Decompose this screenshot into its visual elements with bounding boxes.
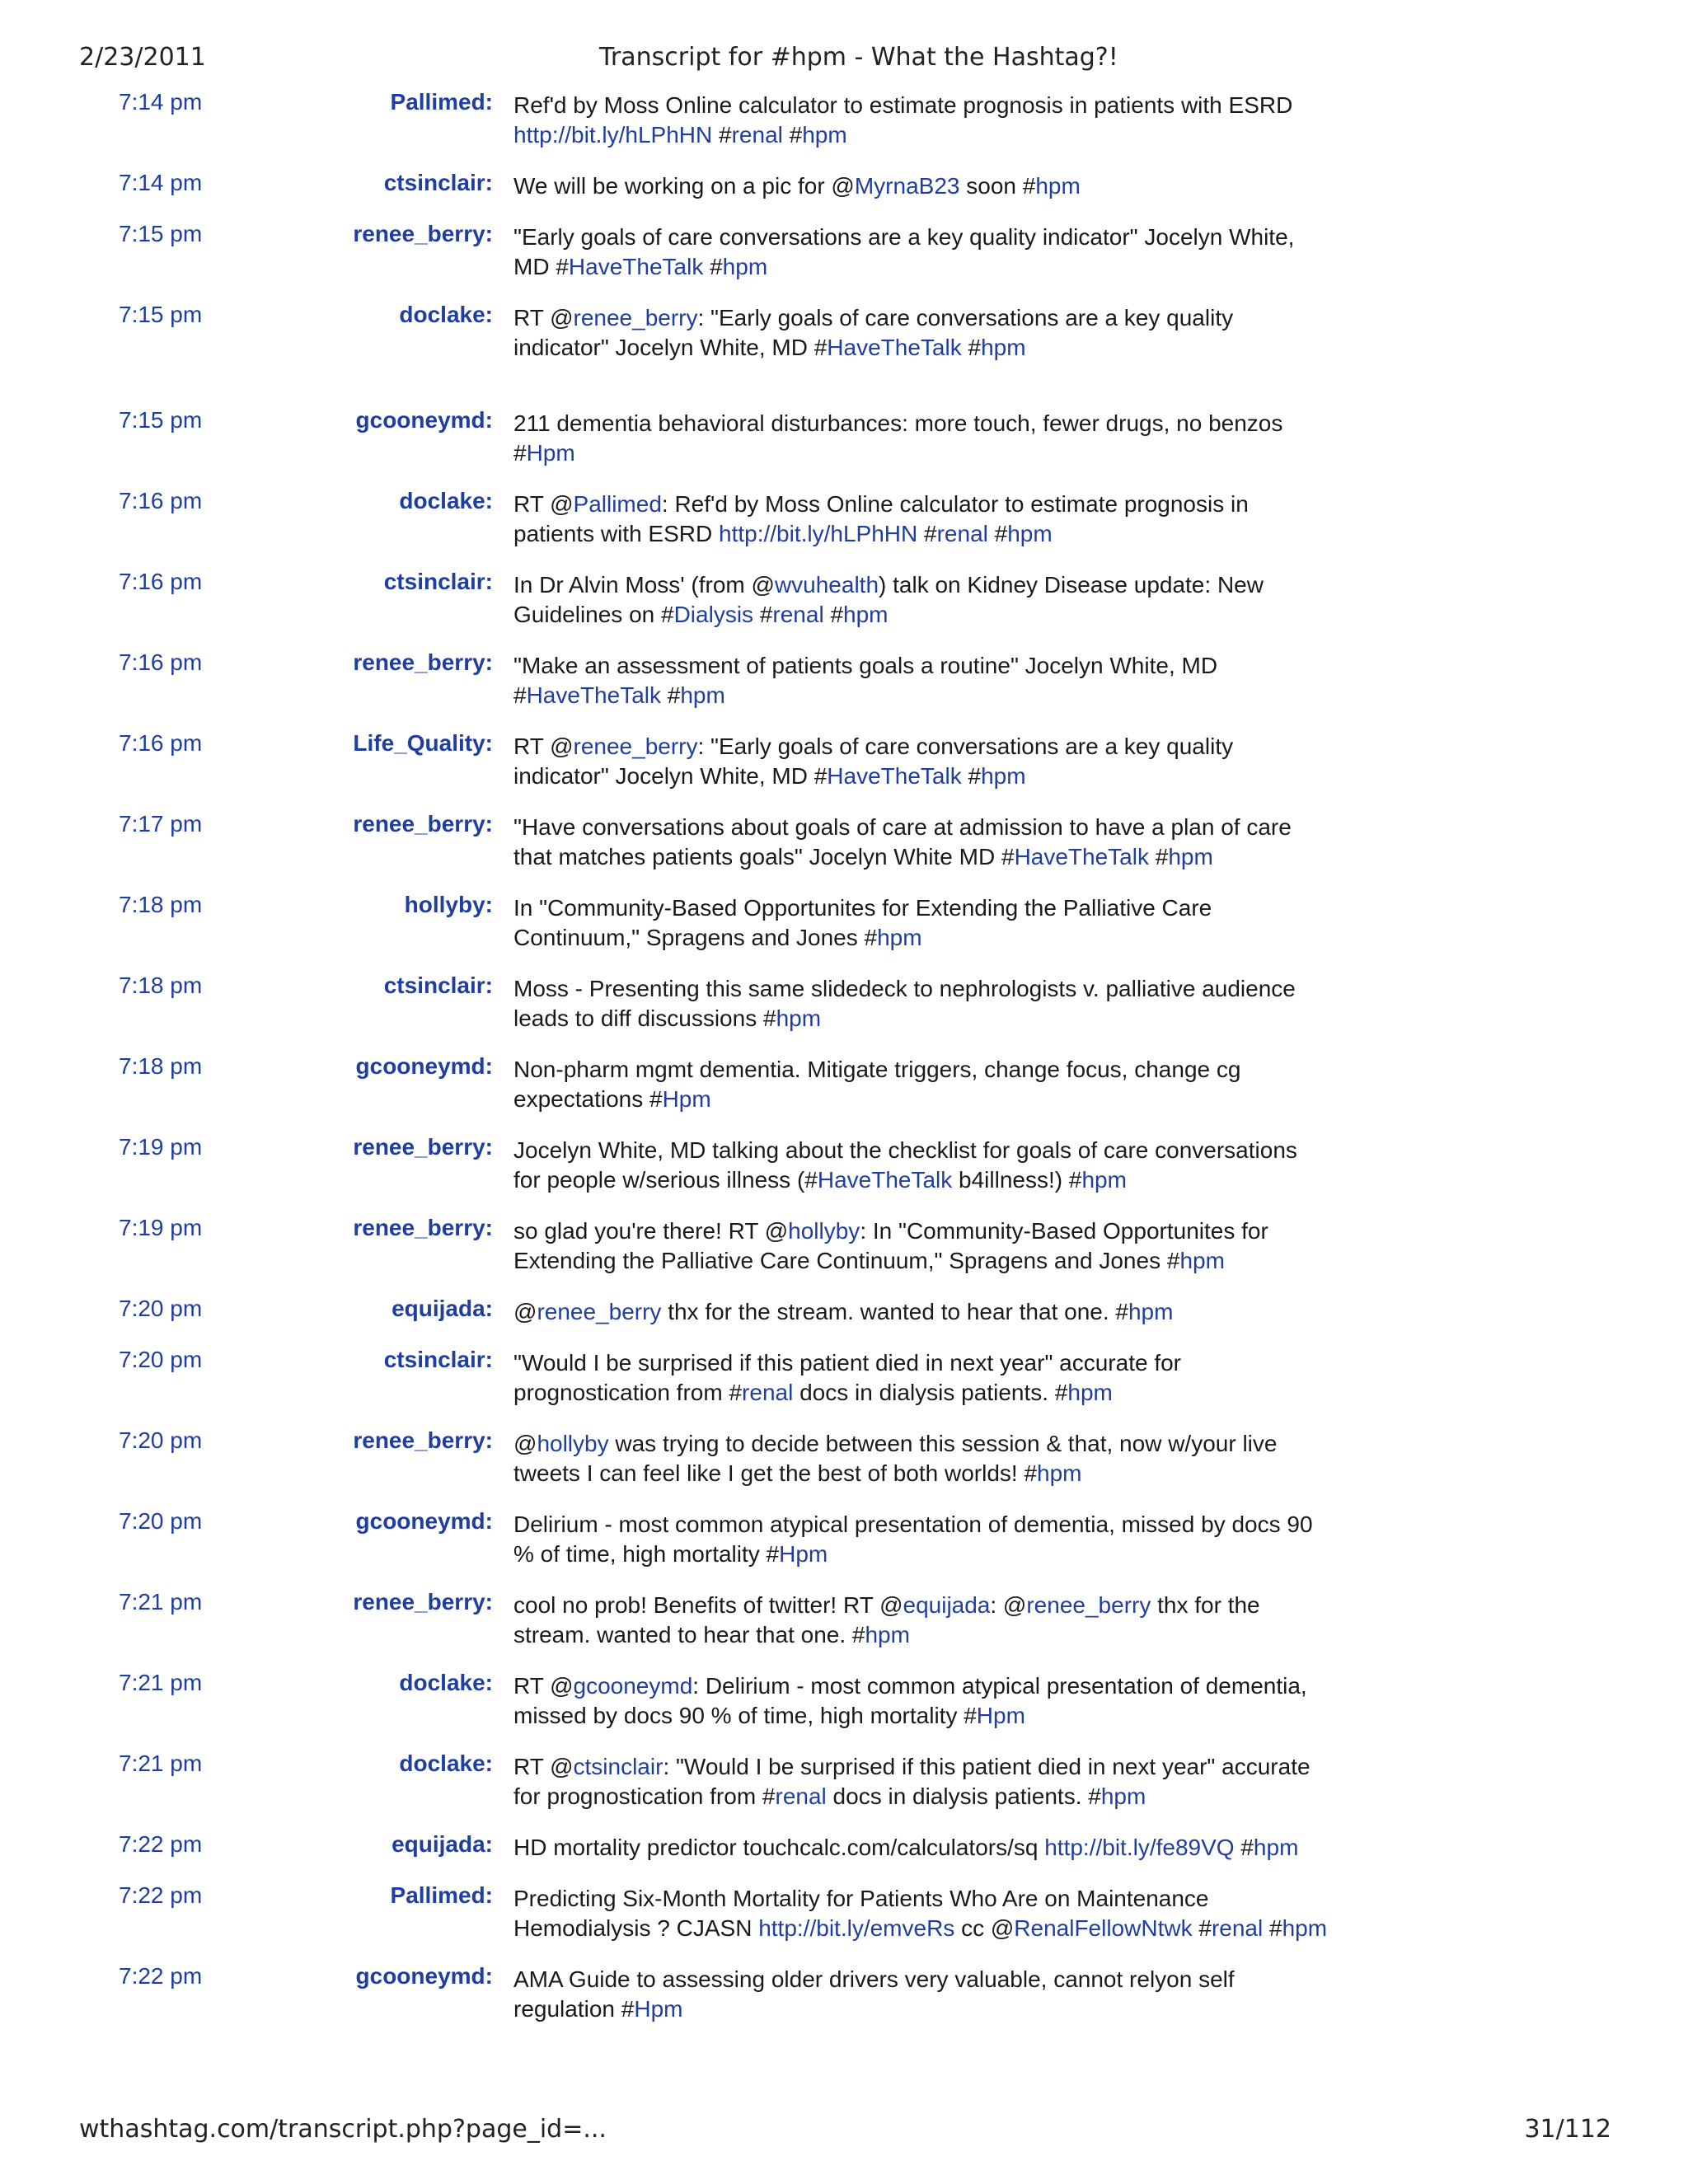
tweet-user[interactable]: doclake: [399,488,493,513]
table-row [0,1586,1688,1666]
tweet-text: RT @ [513,1754,574,1779]
tweet-text: : In "Community-Based Opportunites for Extending the Palliative Care Continuum," Spragens and Jones # [513,1218,1268,1273]
tweet-text: : Ref'd by Moss Online calculator to estimate prognosis in patients with ESRD [513,491,1249,546]
tweet-text: # [1192,1915,1212,1941]
tweet-text: Moss - Presenting this same slidedeck to nephrologists v. palliative audience leads to diff discussions # [513,976,1296,1031]
tweet-text: # [987,521,1008,546]
tweet-time[interactable]: 7:20 pm [119,1296,203,1321]
tweet-time[interactable]: 7:17 pm [119,811,203,837]
tweet-text: "Have conversations about goals of care at admission to have a plan of care that matches patients goals" Jocelyn White MD # [513,814,1292,869]
tweet-message [513,809,1329,872]
tweet-text: soon # [959,173,1036,199]
print-url: wthashtag.com/transcript.php?page_id=... [79,2115,607,2144]
tweet-text: RT @ [513,733,574,759]
tweet-user[interactable]: ctsinclair: [383,569,493,594]
tweet-link[interactable]: hpm [1081,1167,1127,1193]
tweet-time[interactable]: 7:19 pm [119,1215,203,1240]
tweet-text: : "Would I be surprised if this patient died in next year" accurate for prognostication from # [513,1754,1311,1809]
tweet-text: In "Community-Based Opportunites for Extending the Palliative Care Continuum," Spragens and Jones # [513,895,1212,950]
tweet-time[interactable]: 7:20 pm [119,1347,203,1372]
tweet-text: "Would I be surprised if this patient died in next year" accurate for prognostication from # [513,1350,1182,1405]
tweet-text: Ref'd by Moss Online calculator to estimate prognosis in patients with ESRD [513,92,1293,118]
table-row [0,298,1688,404]
tweet-text: # [712,122,732,148]
tweet-link[interactable]: hpm [981,763,1026,789]
tweet-time[interactable]: 7:20 pm [119,1508,203,1534]
tweet-text: # [1263,1915,1282,1941]
tweet-text: HD mortality predictor touchcalc.com/calculators/sq [513,1835,1045,1860]
tweet-user[interactable]: gcooneymd: [355,1508,493,1534]
tweet-message [513,1668,1329,1731]
tweet-user[interactable]: doclake: [399,1750,493,1776]
tweet-link[interactable]: hpm [802,122,847,148]
tweet-link[interactable]: renee_berry [1026,1592,1151,1618]
tweet-link[interactable]: hollyby [788,1218,860,1244]
tweet-link[interactable]: hpm [843,602,889,627]
table-row [0,1505,1688,1586]
tweet-text: b4illness!) # [952,1167,1082,1193]
tweet-text: thx for the stream. wanted to hear that one. # [513,1592,1260,1647]
tweet-time[interactable]: 7:22 pm [119,1882,203,1908]
tweet-text: thx for the stream. wanted to hear that one. # [661,1299,1128,1324]
tweet-message [513,219,1329,282]
tweet-text: We will be working on a pic for @ [513,173,855,199]
tweet-text: : @ [990,1592,1027,1618]
tweet-link[interactable]: hpm [981,335,1026,360]
tweet-text: docs in dialysis patients. # [793,1380,1068,1405]
tweet-user[interactable]: renee_berry: [353,649,493,675]
tweet-text: "Early goals of care conversations are a key quality indicator" Jocelyn White, MD # [513,224,1295,279]
tweet-time[interactable]: 7:21 pm [119,1670,203,1695]
table-row [0,86,1688,166]
table-row [0,1050,1688,1131]
tweet-message [513,405,1329,468]
tweet-user[interactable]: gcooneymd: [355,407,493,433]
tweet-link[interactable]: Hpm [662,1086,711,1112]
tweet-text: RT @ [513,491,574,517]
tweet-text: # [961,335,982,360]
tweet-text: Jocelyn White, MD talking about the checklist for goals of care conversations for people w/serious illness (# [513,1137,1297,1193]
tweet-user[interactable]: Pallimed: [390,1882,493,1908]
tweet-link[interactable]: hpm [1179,1248,1225,1273]
tweet-link[interactable]: HaveTheTalk [526,682,661,708]
tweet-link[interactable]: renal [742,1380,794,1405]
tweet-user[interactable]: renee_berry: [353,811,493,837]
table-row [0,1131,1688,1212]
tweet-link[interactable]: renee_berry [537,1299,662,1324]
tweet-time[interactable]: 7:15 pm [119,221,203,246]
tweet-link[interactable]: HaveTheTalk [568,254,704,279]
table-row [0,404,1688,485]
tweet-text: ) talk on Kidney Disease update: New Guidelines on # [513,572,1264,627]
tweet-link[interactable]: hollyby [537,1431,609,1456]
tweet-link[interactable]: hpm [1168,844,1213,869]
tweet-link[interactable]: renal [731,122,783,148]
tweet-time[interactable]: 7:19 pm [119,1134,203,1160]
tweet-text: : "Early goals of care conversations are a key quality indicator" Jocelyn White, MD # [513,305,1234,360]
tweet-message [513,648,1329,710]
tweet-time[interactable]: 7:15 pm [119,302,203,327]
table-row [0,218,1688,298]
tweet-text: # [961,763,982,789]
tweet-link[interactable]: hpm [1100,1783,1146,1809]
tweet-time[interactable]: 7:20 pm [119,1427,203,1453]
tweet-link[interactable]: hpm [722,254,768,279]
tweet-time[interactable]: 7:21 pm [119,1750,203,1776]
tweet-message [513,168,1329,201]
tweet-link[interactable]: HaveTheTalk [817,1167,953,1193]
tweet-link[interactable]: hpm [776,1005,822,1031]
table-row [0,1343,1688,1424]
tweet-message [513,1345,1329,1408]
tweet-link[interactable]: HaveTheTalk [1014,844,1149,869]
tweet-message [513,87,1329,150]
table-row [0,1747,1688,1828]
tweet-text: Non-pharm mgmt dementia. Mitigate triggers, change focus, change cg expectations # [513,1057,1241,1112]
tweet-time[interactable]: 7:15 pm [119,407,203,433]
tweet-user[interactable]: renee_berry: [353,1589,493,1615]
table-row [0,1960,1688,2041]
tweet-message [513,1587,1329,1650]
tweet-text: # [1234,1835,1254,1860]
tweet-text: # [823,602,844,627]
tweet-user[interactable]: ctsinclair: [383,1347,493,1372]
tweet-user[interactable]: equijada: [392,1296,493,1321]
tweet-link[interactable]: HaveTheTalk [827,335,962,360]
tweet-message [513,1426,1329,1488]
tweet-text: : "Early goals of care conversations are a key quality indicator" Jocelyn White, MD # [513,733,1234,789]
tweet-link[interactable]: ctsinclair [573,1754,663,1779]
table-row [0,1666,1688,1747]
tweet-link[interactable]: renee_berry [573,733,698,759]
tweet-user[interactable]: Pallimed: [390,89,493,115]
tweet-text: # [917,521,937,546]
transcript-list [0,86,1688,2041]
tweet-text: cool no prob! Benefits of twitter! RT @ [513,1592,903,1618]
tweet-link[interactable]: Dialysis [673,602,754,627]
tweet-text: 211 dementia behavioral disturbances: more touch, fewer drugs, no benzos # [513,410,1283,466]
tweet-message [513,1749,1329,1811]
page-title: Transcript for #hpm - What the Hashtag?! [599,43,1118,72]
tweet-message [513,1830,1329,1863]
tweet-user[interactable]: ctsinclair: [383,972,493,998]
tweet-text: In Dr Alvin Moss' (from @ [513,572,775,598]
tweet-link[interactable]: hpm [865,1622,910,1647]
table-row [0,1828,1688,1879]
table-row [0,485,1688,565]
tweet-link[interactable]: Hpm [526,440,575,466]
tweet-link[interactable]: MyrnaB23 [854,173,960,199]
tweet-user[interactable]: doclake: [399,302,493,327]
tweet-link[interactable]: hpm [680,682,725,708]
tweet-time[interactable]: 7:22 pm [119,1831,203,1857]
tweet-link[interactable]: hpm [1067,1380,1113,1405]
tweet-text: @ [513,1431,537,1456]
tweet-message [513,729,1329,791]
tweet-message [513,1052,1329,1114]
tweet-link[interactable]: Pallimed [573,491,662,517]
tweet-text: # [782,122,803,148]
tweet-link[interactable]: Hpm [779,1541,828,1567]
tweet-text: was trying to decide between this session & that, now w/your live tweets I can feel like I get the best of both worlds! # [513,1431,1278,1486]
tweet-text: RT @ [513,305,574,330]
tweet-time[interactable]: 7:22 pm [119,1963,203,1989]
tweet-link[interactable]: hpm [1007,521,1053,546]
tweet-user[interactable]: doclake: [399,1670,493,1695]
tweet-text: cc @ [954,1915,1015,1941]
tweet-message [513,1507,1329,1569]
table-row [0,727,1688,808]
tweet-text: : Delirium - most common atypical presentation of dementia, missed by docs 90 % of time, high mortality # [513,1673,1307,1728]
tweet-text: # [660,682,681,708]
tweet-link[interactable]: wvuhealth [774,572,879,598]
tweet-message [513,1132,1329,1195]
tweet-message [513,486,1329,549]
tweet-message [513,300,1329,363]
tweet-user[interactable]: hollyby: [404,892,493,917]
tweet-time[interactable]: 7:16 pm [119,569,203,594]
tweet-user[interactable]: equijada: [392,1831,493,1857]
tweet-time[interactable]: 7:14 pm [119,89,203,115]
tweet-user[interactable]: ctsinclair: [383,170,493,195]
tweet-text: so glad you're there! RT @ [513,1218,789,1244]
tweet-link[interactable]: HaveTheTalk [827,763,962,789]
table-row [0,808,1688,888]
tweet-link[interactable]: renal [1211,1915,1264,1941]
table-row [0,166,1688,218]
tweet-message [513,1961,1329,2024]
tweet-message [513,567,1329,630]
tweet-user[interactable]: Life_Quality: [353,730,493,756]
tweet-text: @ [513,1299,537,1324]
tweet-link[interactable]: renee_berry [573,305,698,330]
tweet-link[interactable]: http://bit.ly/hLPhHN [719,521,918,546]
tweet-link[interactable]: hpm [1035,173,1081,199]
table-row [0,1879,1688,1960]
tweet-link[interactable]: hpm [877,925,922,950]
tweet-message [513,971,1329,1033]
tweet-text: Delirium - most common atypical presentation of dementia, missed by docs 90 % of time, high mortality # [513,1511,1313,1567]
tweet-user[interactable]: renee_berry: [353,1215,493,1240]
table-row [0,888,1688,969]
tweet-user[interactable]: renee_berry: [353,221,493,246]
tweet-link[interactable]: renal [772,602,824,627]
tweet-link[interactable]: hpm [1128,1299,1174,1324]
tweet-link[interactable]: Hpm [634,1996,683,2022]
tweet-message [513,1294,1329,1327]
tweet-user[interactable]: renee_berry: [353,1427,493,1453]
tweet-text: AMA Guide to assessing older drivers very valuable, cannot relyon self regulation # [513,1966,1235,2022]
tweet-text: # [1148,844,1169,869]
tweet-text: "Make an assessment of patients goals a routine" Jocelyn White, MD # [513,653,1218,708]
tweet-message [513,890,1329,953]
tweet-text: Predicting Six-Month Mortality for Patients Who Are on Maintenance Hemodialysis ? CJASN [513,1886,1209,1941]
print-footer [0,2115,1688,2149]
tweet-text: RT @ [513,1673,574,1699]
page-number: 31/112 [1524,2115,1611,2144]
tweet-link[interactable]: hpm [1253,1835,1299,1860]
tweet-time[interactable]: 7:18 pm [119,972,203,998]
tweet-user[interactable]: gcooneymd: [355,1053,493,1079]
tweet-link[interactable]: RenalFellowNtwk [1014,1915,1193,1941]
table-row [0,565,1688,646]
table-row [0,1212,1688,1292]
tweet-link[interactable]: renal [775,1783,827,1809]
tweet-text: # [753,602,773,627]
print-header [0,43,1688,77]
tweet-link[interactable]: gcooneymd [573,1673,693,1699]
tweet-text: # [703,254,723,279]
tweet-link[interactable]: http://bit.ly/hLPhHN [513,122,713,148]
tweet-time[interactable]: 7:16 pm [119,649,203,675]
tweet-time[interactable]: 7:16 pm [119,488,203,513]
tweet-time[interactable]: 7:18 pm [119,892,203,917]
tweet-text: docs in dialysis patients. # [826,1783,1101,1809]
table-row [0,1292,1688,1343]
tweet-message [513,1881,1329,1943]
tweet-user[interactable]: renee_berry: [353,1134,493,1160]
tweet-time[interactable]: 7:21 pm [119,1589,203,1615]
tweet-message [513,1213,1329,1276]
tweet-link[interactable]: hpm [1037,1460,1082,1486]
table-row [0,1424,1688,1505]
tweet-time[interactable]: 7:14 pm [119,170,203,195]
tweet-link[interactable]: renal [936,521,988,546]
print-date: 2/23/2011 [79,43,206,72]
table-row [0,969,1688,1050]
table-row [0,646,1688,727]
tweet-link[interactable]: http://bit.ly/fe89VQ [1044,1835,1235,1860]
tweet-link[interactable]: http://bit.ly/emveRs [758,1915,955,1941]
tweet-link[interactable]: Hpm [976,1703,1025,1728]
tweet-user[interactable]: gcooneymd: [355,1963,493,1989]
tweet-time[interactable]: 7:18 pm [119,1053,203,1079]
tweet-time[interactable]: 7:16 pm [119,730,203,756]
tweet-link[interactable]: hpm [1282,1915,1328,1941]
tweet-link[interactable]: equijada [903,1592,991,1618]
